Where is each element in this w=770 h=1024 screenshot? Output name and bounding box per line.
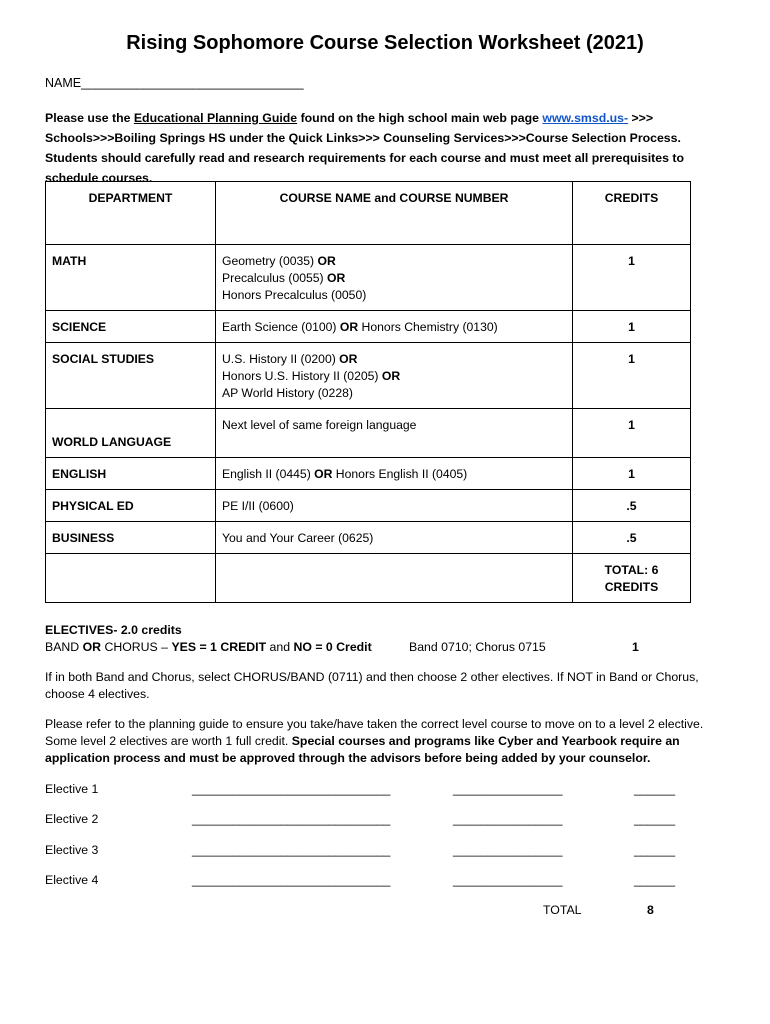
website-link[interactable]: www.smsd.us- (542, 111, 629, 125)
credits-math: 1 (573, 245, 691, 311)
band-text: and (266, 640, 294, 654)
or-label: OR (82, 640, 102, 654)
planning-note-text: Please refer to the planning guide to ensure you take/have taken the correct level course to move on to a level 2 elective. Some level 2 electives are worth 1 full credit. (45, 717, 704, 748)
electives-heading: ELECTIVES- 2.0 credits (45, 623, 182, 637)
header-credits: CREDITS (573, 182, 691, 245)
credits-physical-ed: .5 (573, 490, 691, 522)
course-math (216, 245, 573, 311)
or-label: OR (317, 254, 336, 268)
course-physical-ed: PE I/II (0600) (216, 490, 573, 522)
course-social-studies (216, 343, 573, 409)
course-text: Honors Precalculus (0050) (222, 288, 367, 302)
band-text: BAND (45, 640, 83, 654)
table-row-english (46, 458, 691, 490)
elective-row-2 (45, 812, 735, 829)
dept-business: BUSINESS (46, 522, 216, 554)
planning-guide-link[interactable]: Educational Planning Guide (133, 111, 298, 125)
dept-english: ENGLISH (46, 458, 216, 490)
elective-course-blank[interactable]: _____________________________ (192, 873, 391, 887)
grand-total-label: TOTAL (543, 903, 582, 917)
table-row-math (46, 245, 691, 311)
or-label: OR (327, 271, 346, 285)
yes-credit-label: YES = 1 CREDIT (171, 640, 267, 654)
grand-total-value: 8 (647, 903, 654, 917)
band-text: CHORUS – (101, 640, 172, 654)
elective-credit-blank[interactable]: ______ (634, 843, 676, 857)
total-credits: TOTAL: 6 CREDITS (573, 554, 691, 603)
credits-english: 1 (573, 458, 691, 490)
or-label: OR (381, 369, 401, 383)
band-chorus-line (45, 639, 735, 656)
course-text: Honors English II (0405) (332, 467, 468, 481)
no-credit-label: NO = 0 Credit (293, 640, 372, 654)
course-text: U.S. History II (0200) (222, 352, 340, 366)
dept-math: MATH (46, 245, 216, 311)
elective-number-blank[interactable]: ________________ (453, 873, 563, 887)
elective-course-blank[interactable]: _____________________________ (192, 843, 391, 857)
course-table (45, 181, 691, 603)
dept-physical-ed: PHYSICAL ED (46, 490, 216, 522)
or-label: OR (339, 320, 359, 334)
credits-social-studies: 1 (573, 343, 691, 409)
or-label: OR (314, 467, 333, 481)
intro-text-1: Please use the (45, 111, 134, 125)
planning-note (45, 716, 735, 767)
elective-label: Elective 3 (45, 843, 99, 857)
dept-social-studies: SOCIAL STUDIES (46, 343, 216, 409)
elective-credit-blank[interactable]: ______ (634, 873, 676, 887)
elective-number-blank[interactable]: ________________ (453, 782, 563, 796)
elective-label: Elective 4 (45, 873, 99, 887)
elective-label: Elective 2 (45, 812, 99, 826)
band-chorus-credit: 1 (632, 640, 639, 654)
table-row-science (46, 311, 691, 343)
course-text: Earth Science (0100) (222, 320, 340, 334)
credits-business: .5 (573, 522, 691, 554)
page-title: Rising Sophomore Course Selection Worksheet (2021) (126, 32, 644, 54)
course-text: English II (0445) (222, 467, 315, 481)
table-row-total (46, 554, 691, 603)
dept-world-language: WORLD LANGUAGE (46, 409, 216, 458)
total-empty-dept (46, 554, 216, 603)
table-row-world-language (46, 409, 691, 458)
table-row-business (46, 522, 691, 554)
band-chorus-codes: Band 0710; Chorus 0715 (409, 640, 546, 654)
elective-number-blank[interactable]: ________________ (453, 843, 563, 857)
elective-row-3 (45, 843, 735, 860)
intro-text-3: >>> Schools>>>Boiling Springs HS under the Quick Links>>> Counseling Services>>>Course Selection Process. Students should carefully read and research requirements for each course and must meet all prerequisites to schedule courses. (45, 111, 684, 185)
header-department: DEPARTMENT (46, 182, 216, 245)
course-english (216, 458, 573, 490)
total-empty-course (216, 554, 573, 603)
table-header-row (46, 182, 691, 245)
band-instructions: If in both Band and Chorus, select CHORUS/BAND (0711) and then choose 2 other electives. If NOT in Band or Chorus, choose 4 electives. (45, 670, 699, 701)
dept-science: SCIENCE (46, 311, 216, 343)
elective-course-blank[interactable]: _____________________________ (192, 782, 391, 796)
course-text: AP World History (0228) (222, 386, 353, 400)
course-text: Honors Chemistry (0130) (358, 320, 498, 334)
table-row-social-studies (46, 343, 691, 409)
course-business: You and Your Career (0625) (216, 522, 573, 554)
elective-number-blank[interactable]: ________________ (453, 812, 563, 826)
course-text: Honors U.S. History II (0205) (222, 369, 382, 383)
table-row-physical-ed (46, 490, 691, 522)
elective-row-1 (45, 782, 735, 799)
elective-course-blank[interactable]: _____________________________ (192, 812, 391, 826)
intro-text-2: found on the high school main web page (297, 111, 543, 125)
name-field[interactable]: NAME________________________________ (45, 76, 304, 90)
planning-note-bold: Special courses and programs like Cyber and Yearbook require an application process and must be approved through the advisors before being added by your counselor. (45, 734, 680, 765)
elective-credit-blank[interactable]: ______ (634, 812, 676, 826)
credits-world-language: 1 (573, 409, 691, 458)
course-world-language: Next level of same foreign language (216, 409, 573, 458)
course-science (216, 311, 573, 343)
elective-row-4 (45, 873, 735, 890)
elective-label: Elective 1 (45, 782, 99, 796)
course-text: Precalculus (0055) (222, 271, 327, 285)
elective-credit-blank[interactable]: ______ (634, 782, 676, 796)
course-text: Geometry (0035) (222, 254, 318, 268)
or-label: OR (339, 352, 358, 366)
intro-paragraph (45, 108, 735, 188)
credits-science: 1 (573, 311, 691, 343)
header-course: COURSE NAME and COURSE NUMBER (216, 182, 573, 245)
